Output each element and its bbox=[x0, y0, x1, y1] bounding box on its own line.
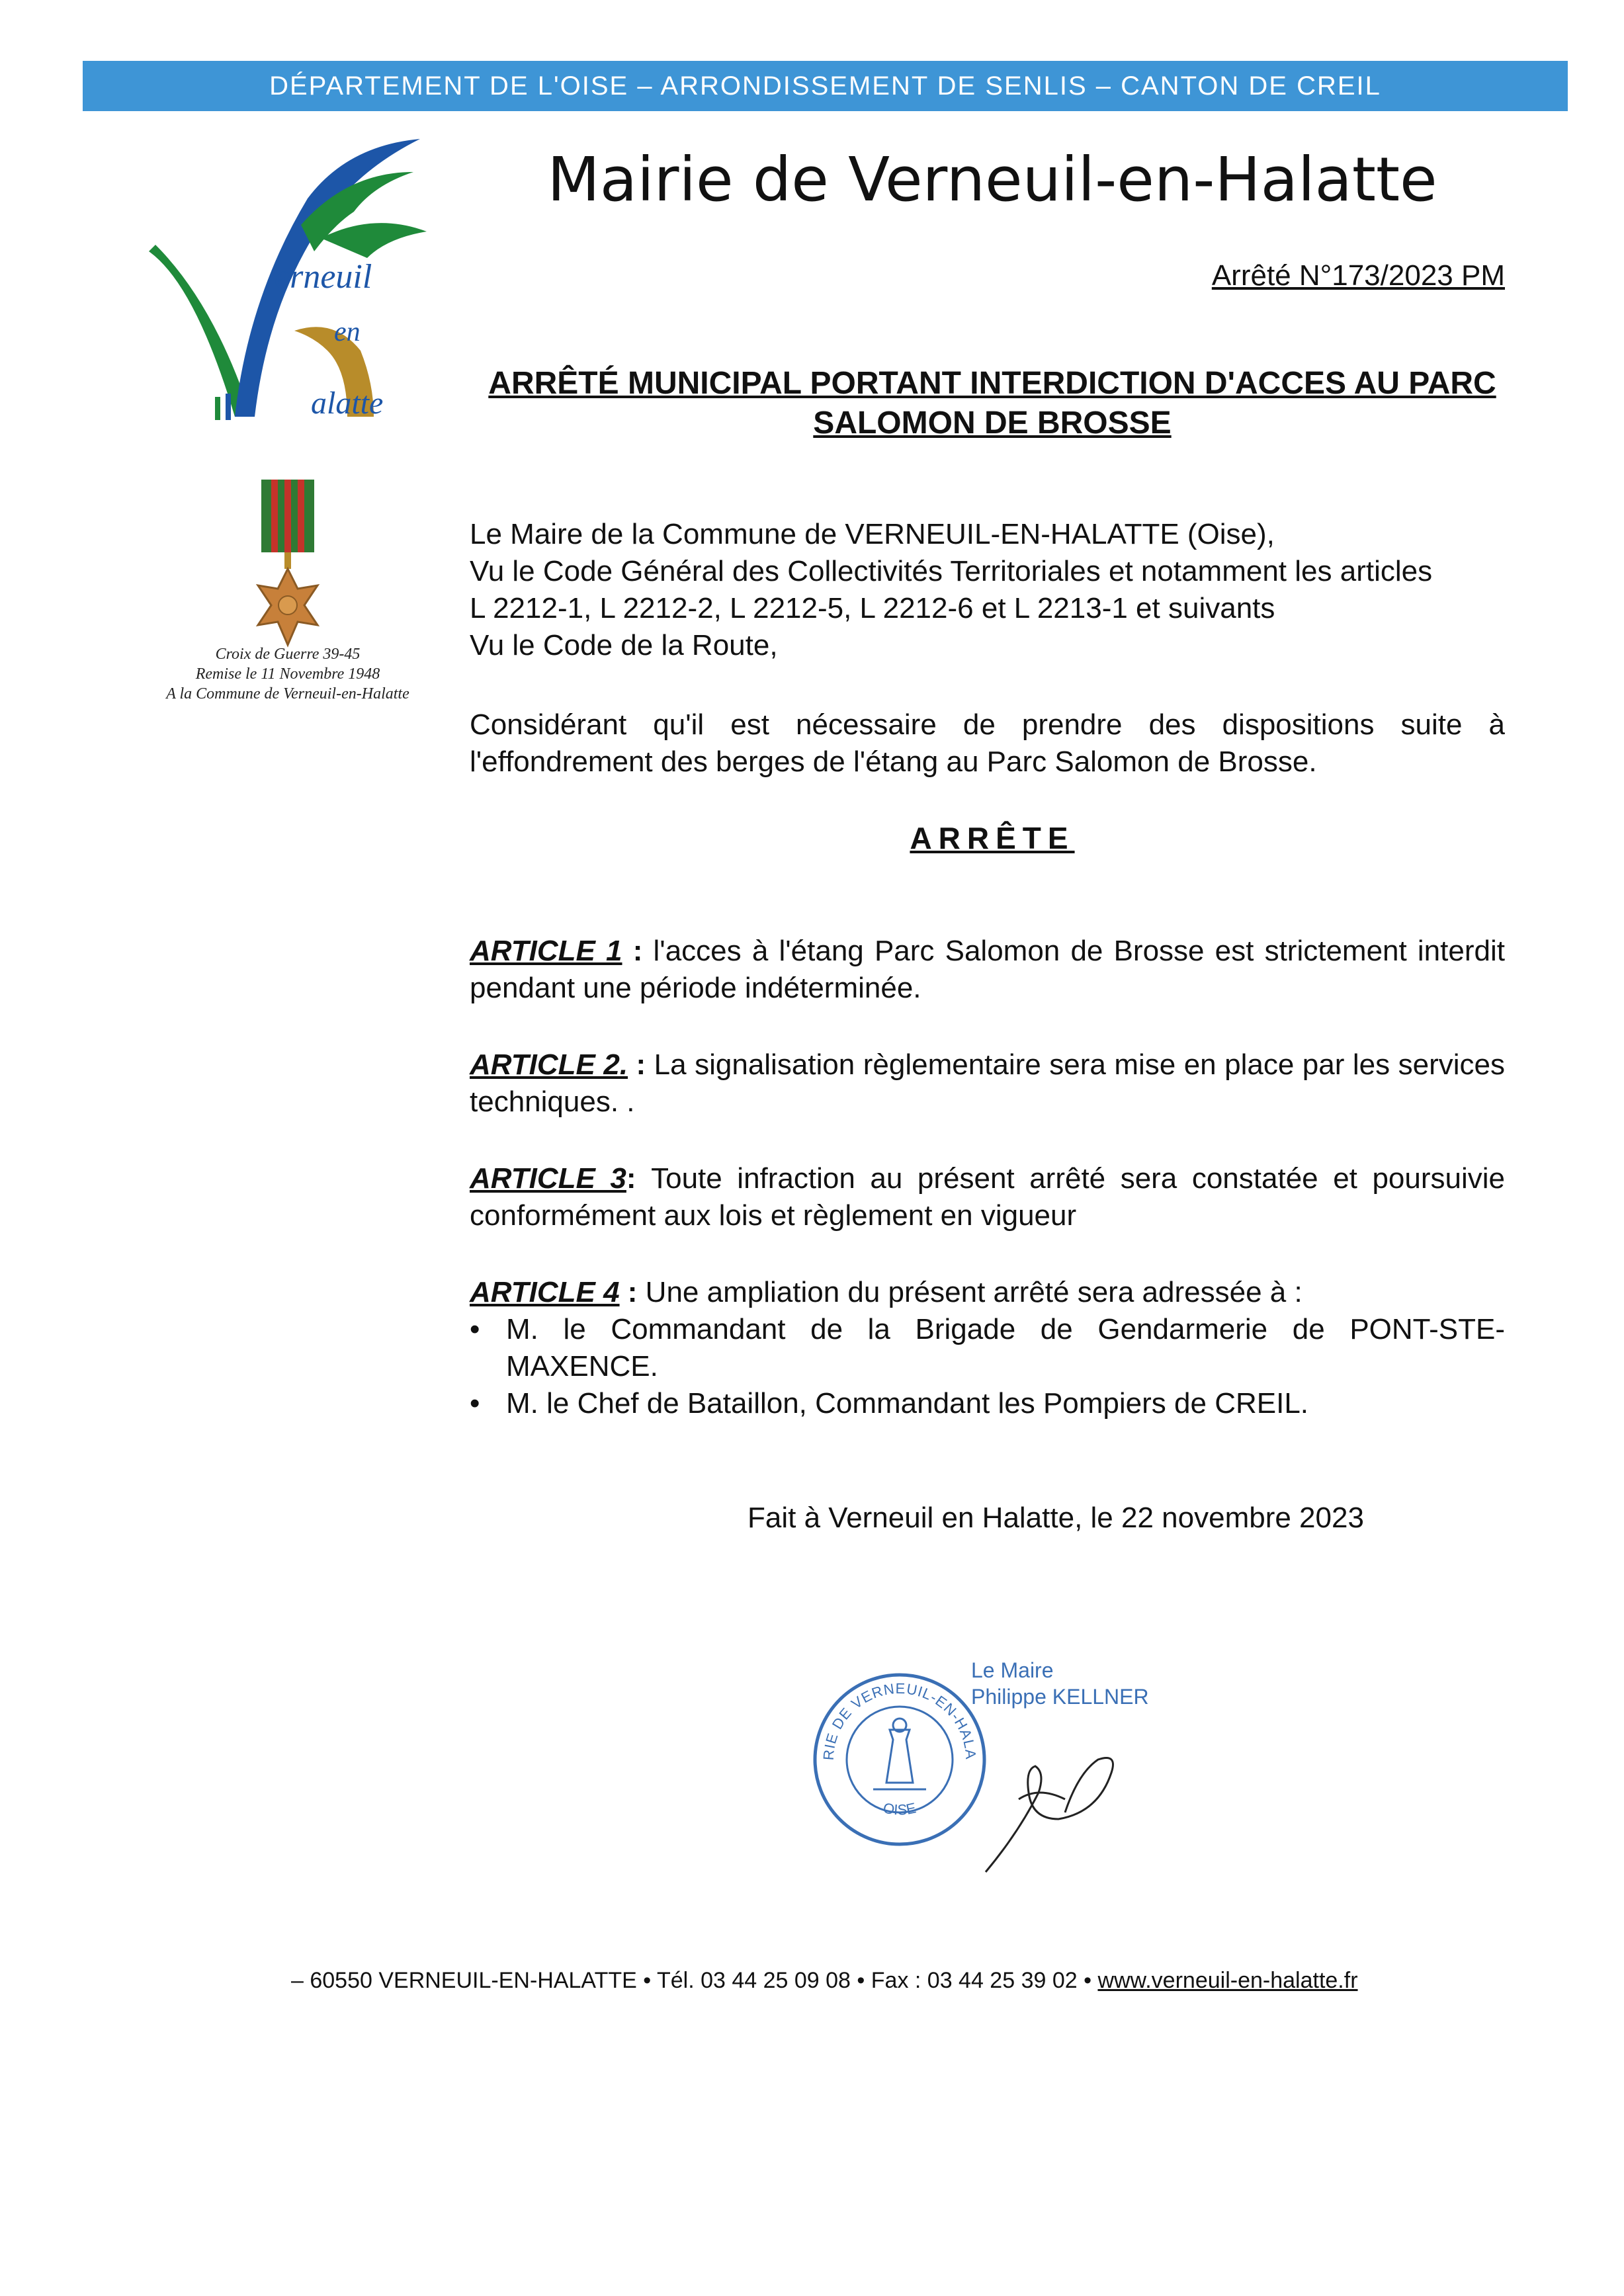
article-label: ARTICLE 2. bbox=[470, 1048, 628, 1081]
article-text: Toute infraction au présent arrêté sera constatée et poursuivie conformément aux lois et règlement en vigueur bbox=[470, 1162, 1505, 1232]
logo-word-halatte: alatte bbox=[311, 386, 384, 421]
document-title bbox=[463, 364, 1521, 443]
medal-caption-line: Croix de Guerre 39-45 bbox=[215, 646, 361, 663]
arrete-heading: ARRÊTE bbox=[910, 821, 1075, 855]
preamble-line: Le Maire de la Commune de VERNEUIL-EN-HALATTE (Oise), bbox=[470, 518, 1275, 550]
seal-bottom-text: OISE bbox=[881, 1799, 918, 1818]
document-title-line: SALOMON DE BROSSE bbox=[813, 405, 1172, 441]
recipient-list bbox=[470, 1311, 1505, 1422]
signatory-name: Philippe KELLNER bbox=[971, 1685, 1149, 1709]
article-4 bbox=[470, 1274, 1505, 1422]
article-label: ARTICLE 1 bbox=[470, 935, 622, 967]
preamble-line: Vu le Code Général des Collectivités Territoriales et notamment les articles bbox=[470, 555, 1433, 587]
signatory-role: Le Maire bbox=[971, 1658, 1054, 1682]
signing-place-date: Fait à Verneuil en Halatte, le 22 novembre 2023 bbox=[748, 1502, 1364, 1534]
seal-top-text: RIE DE VERNEUIL-EN-HALA bbox=[820, 1679, 980, 1761]
verneuil-logo-icon bbox=[136, 132, 440, 437]
article-separator: : bbox=[622, 935, 654, 967]
article-label: ARTICLE 4 bbox=[470, 1276, 620, 1308]
preamble-line: L 2212-1, L 2212-2, L 2212-5, L 2212-6 et L 2213-1 et suivants bbox=[470, 592, 1275, 624]
logo-word-en: en bbox=[334, 317, 361, 347]
article-1 bbox=[470, 933, 1505, 1007]
department-banner bbox=[83, 61, 1568, 111]
article-separator: : bbox=[619, 1276, 646, 1308]
list-item bbox=[470, 1385, 1505, 1422]
bullet-icon: • bbox=[470, 1387, 480, 1420]
considerant-paragraph: Considérant qu'il est nécessaire de prendre des dispositions suite à l'effondrement des berges de l'étang au Parc Salomon de Brosse. bbox=[470, 708, 1505, 778]
croix-de-guerre-icon bbox=[245, 480, 331, 658]
article-separator: : bbox=[626, 1162, 652, 1195]
footer-contact bbox=[291, 1968, 1482, 1994]
logo-word-verneuil: erneuil bbox=[275, 258, 372, 296]
article-separator: : bbox=[628, 1048, 654, 1081]
medal-caption-line: A la Commune de Verneuil-en-Halatte bbox=[166, 685, 409, 702]
medal-caption bbox=[142, 644, 433, 704]
preamble-line: Vu le Code de la Route, bbox=[470, 629, 778, 661]
page-title: Mairie de Verneuil-en-Halatte bbox=[547, 144, 1437, 215]
svg-text:OISE bbox=[882, 1799, 918, 1818]
medal-caption-line: Remise le 11 Novembre 1948 bbox=[195, 665, 380, 683]
list-item bbox=[470, 1311, 1505, 1385]
recipient-text: M. le Commandant de la Brigade de Gendarmerie de PONT-STE-MAXENCE. bbox=[506, 1313, 1505, 1382]
website-link[interactable]: www.verneuil-en-halatte.fr bbox=[1097, 1968, 1358, 1993]
mairie-seal-icon bbox=[807, 1667, 992, 1852]
svg-text:MAIRIE DE VERNEUIL-EN-HALATTE bbox=[807, 1667, 979, 1761]
footer-address: – 60550 VERNEUIL-EN-HALATTE • Tél. 03 44 25 09 08 • Fax : 03 44 25 39 02 • bbox=[291, 1968, 1098, 1993]
article-text: l'acces à l'étang Parc Salomon de Brosse est strictement interdit pendant une période indéterminée. bbox=[470, 935, 1505, 1004]
preamble bbox=[470, 516, 1505, 664]
bullet-icon: • bbox=[470, 1313, 480, 1345]
document-title-line: ARRÊTÉ MUNICIPAL PORTANT INTERDICTION D'ACCES AU PARC bbox=[488, 366, 1496, 401]
article-text: Une ampliation du présent arrêté sera adressée à : bbox=[645, 1276, 1303, 1308]
banner-text: DÉPARTEMENT DE L'OISE – ARRONDISSEMENT DE SENLIS – CANTON DE CREIL bbox=[269, 71, 1381, 101]
signatory bbox=[971, 1657, 1149, 1710]
arrete-number: Arrêté N°173/2023 PM bbox=[1211, 259, 1505, 292]
article-3 bbox=[470, 1160, 1505, 1234]
handwritten-signature-icon bbox=[979, 1720, 1138, 1879]
recipient-text: M. le Chef de Bataillon, Commandant les Pompiers de CREIL. bbox=[506, 1387, 1309, 1420]
article-label: ARTICLE 3 bbox=[470, 1162, 626, 1195]
article-text: La signalisation règlementaire sera mise en place par les services techniques. . bbox=[470, 1048, 1505, 1118]
article-2 bbox=[470, 1046, 1505, 1121]
